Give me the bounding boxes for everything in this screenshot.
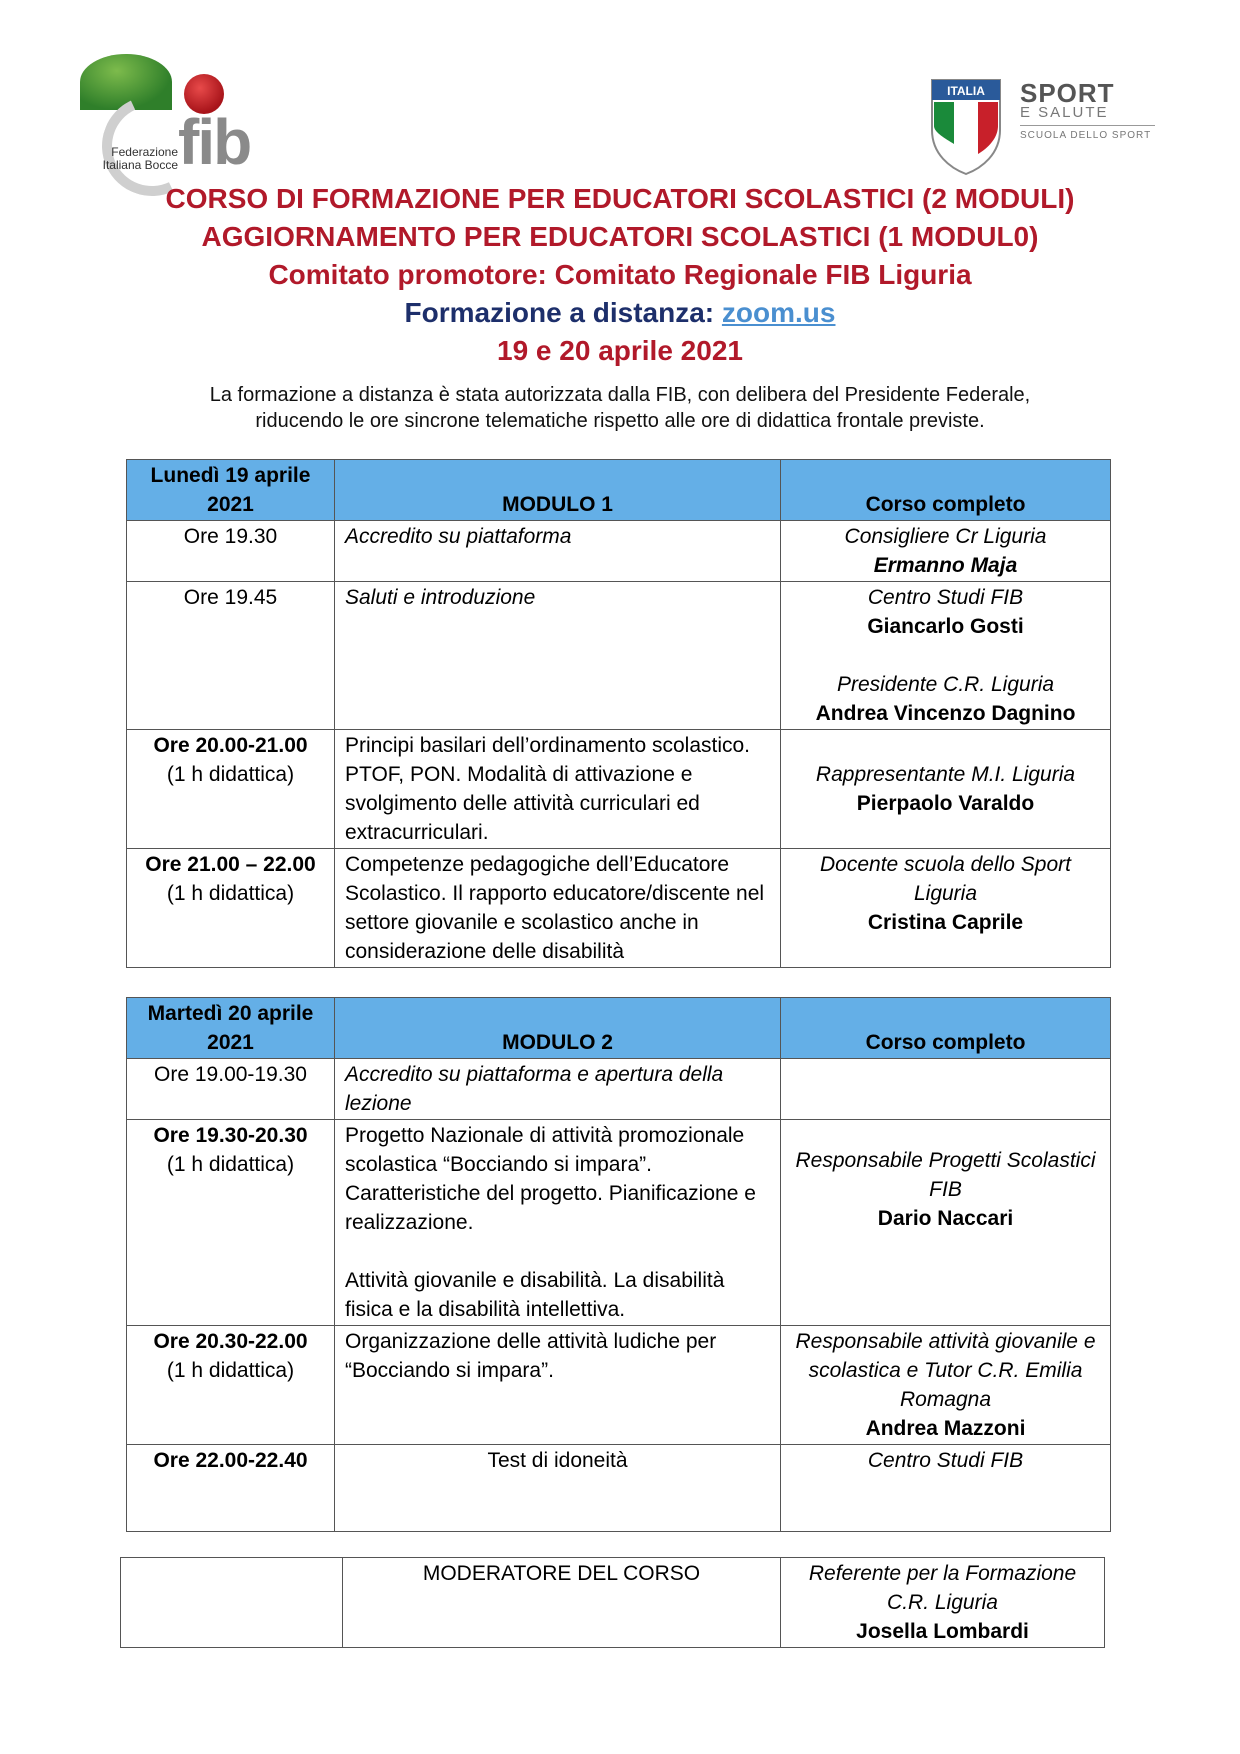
table-header-row	[127, 460, 1111, 521]
row-time: Ore 19.30-20.30	[153, 1124, 308, 1147]
row-role: Centro Studi FIB	[867, 586, 1024, 609]
table-row	[127, 730, 1111, 849]
shield-italia-label: ITALIA	[947, 84, 985, 98]
row-role: Consigliere Cr Liguria	[844, 525, 1047, 548]
sport-subtitle: E SALUTE	[1020, 104, 1109, 121]
row-role: Docente scuola dello Sport Liguria	[820, 853, 1071, 905]
moderator-label: MODERATORE DEL CORSO	[343, 1558, 781, 1648]
title-dates: 19 e 20 aprile 2021	[497, 335, 743, 366]
header-course: Corso completo	[781, 998, 1111, 1059]
row-time-note: (1 h didattica)	[166, 763, 295, 786]
italia-shield-icon	[930, 78, 1002, 176]
row-time: Ore 19.30	[183, 525, 278, 548]
sport-school: SCUOLA DELLO SPORT	[1020, 130, 1152, 141]
row-time: Ore 22.00-22.40	[153, 1449, 308, 1472]
row-time-note: (1 h didattica)	[166, 882, 295, 905]
table-row	[127, 1059, 1111, 1120]
row-topic: Saluti e introduzione	[335, 582, 781, 730]
row-role: Responsabile attività giovanile e scolastica e Tutor C.R. Emilia Romagna	[795, 1330, 1096, 1411]
table-row	[121, 1558, 1105, 1648]
row-topic: Accredito su piattaforma e apertura della lezione	[335, 1059, 781, 1120]
table-row	[127, 1120, 1111, 1326]
row-speaker: Pierpaolo Varaldo	[856, 792, 1035, 815]
row-role-2: Presidente C.R. Liguria	[836, 673, 1055, 696]
row-speaker: Andrea Mazzoni	[865, 1417, 1026, 1440]
row-topic: Progetto Nazionale di attività promozionale scolastica “Bocciando si impara”. Caratteristiche del progetto. Pianificazione e realizzazione.	[345, 1124, 756, 1234]
row-time: Ore 20.00-21.00	[153, 734, 308, 757]
row-role: Rappresentante M.I. Liguria	[815, 763, 1076, 786]
row-time: Ore 21.00 – 22.00	[145, 853, 316, 876]
row-topic: Test di idoneità	[335, 1445, 781, 1532]
fib-logo	[74, 50, 289, 180]
sport-salute-logo	[930, 78, 1170, 178]
row-topic: Accredito su piattaforma	[335, 521, 781, 582]
row-role: Responsabile Progetti Scolastici FIB	[795, 1149, 1096, 1201]
row-speaker: Ermanno Maja	[873, 554, 1018, 577]
zoom-link[interactable]: zoom.us	[721, 297, 836, 328]
row-speaker: Dario Naccari	[877, 1207, 1014, 1230]
moderator-empty-cell	[121, 1558, 343, 1648]
table-row	[127, 1326, 1111, 1445]
title-update: AGGIORNAMENTO PER EDUCATORI SCOLASTICI (1 MODUL0)	[201, 221, 1039, 252]
row-time: Ore 19.00-19.30	[154, 1063, 307, 1086]
row-speaker: Cristina Caprile	[867, 911, 1024, 934]
row-speaker-2: Andrea Vincenzo Dagnino	[815, 702, 1076, 725]
row-time-note: (1 h didattica)	[166, 1359, 295, 1382]
document-header	[0, 180, 1240, 370]
row-topic: Organizzazione delle attività ludiche per “Bocciando si impara”.	[335, 1326, 781, 1445]
header-module: MODULO 1	[335, 460, 781, 521]
title-committee: Comitato promotore: Comitato Regionale FIB Liguria	[268, 259, 972, 290]
row-topic-2: Attività giovanile e disabilità. La disabilità fisica e la disabilità intellettiva.	[345, 1269, 725, 1321]
header-course: Corso completo	[781, 460, 1111, 521]
title-remote: Formazione a distanza: zoom.us	[404, 297, 836, 328]
table-row	[127, 1445, 1111, 1532]
fib-logo-subtitle: Federazione Italiana Bocce	[102, 145, 178, 172]
sport-divider	[1020, 125, 1155, 126]
row-topic: Principi basilari dell’ordinamento scolastico. PTOF, PON. Modalità di attivazione e svolgimento delle attività curriculari ed extracurriculari.	[335, 730, 781, 849]
schedule-table-day1	[126, 459, 1111, 968]
table-row	[127, 521, 1111, 582]
intro-text: La formazione a distanza è stata autorizzata dalla FIB, con delibera del Presidente Federale, riducendo le ore sincrone telematiche rispetto alle ore di didattica frontale previste.	[209, 384, 1031, 432]
moderator-table	[120, 1557, 1105, 1648]
fib-logo-word: fib	[178, 106, 251, 178]
row-role: Centro Studi FIB	[867, 1449, 1024, 1472]
moderator-role: Referente per la Formazione C.R. Liguria	[808, 1562, 1077, 1614]
row-speaker: Giancarlo Gosti	[867, 615, 1024, 638]
schedule-table-day2	[126, 997, 1111, 1532]
row-speaker-empty	[781, 1059, 1111, 1120]
header-module: MODULO 2	[335, 998, 781, 1059]
table-header-row	[127, 998, 1111, 1059]
title-course: CORSO DI FORMAZIONE PER EDUCATORI SCOLASTICI (2 MODULI)	[165, 183, 1075, 214]
row-time-note: (1 h didattica)	[166, 1153, 295, 1176]
header-day: Lunedì 19 aprile 2021	[127, 460, 335, 521]
row-topic: Competenze pedagogiche dell’Educatore Scolastico. Il rapporto educatore/discente nel settore giovanile e scolastico anche in considerazione delle disabilità	[335, 849, 781, 968]
row-time: Ore 20.30-22.00	[153, 1330, 308, 1353]
sport-word: SPORT	[1020, 78, 1115, 108]
row-time: Ore 19.45	[183, 586, 278, 609]
table-row	[127, 849, 1111, 968]
header-day: Martedì 20 aprile 2021	[127, 998, 335, 1059]
table-row	[127, 582, 1111, 730]
moderator-name: Josella Lombardi	[856, 1620, 1029, 1643]
